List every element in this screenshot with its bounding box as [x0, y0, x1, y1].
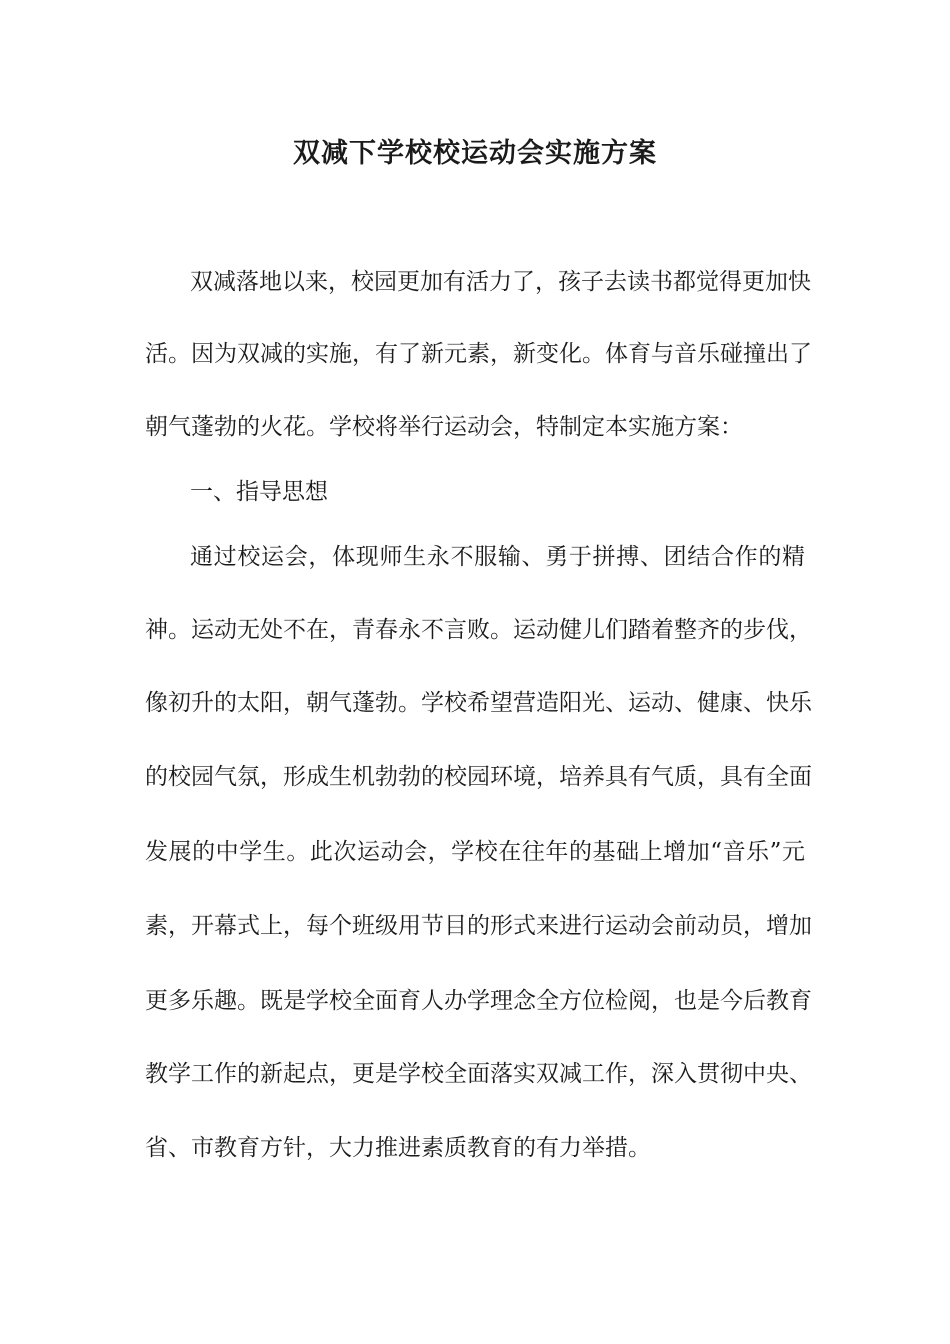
- document-title: 双减下学校校运动会实施方案: [293, 138, 657, 169]
- paragraph-line: 通过校运会，体现师生永不服输、勇于拼搏、团结合作的精: [190, 544, 805, 570]
- paragraph-line: 朝气蓬勃的火花。学校将举行运动会，特制定本实施方案：: [145, 414, 743, 440]
- paragraph-line: 像初升的太阳，朝气蓬勃。学校希望营造阳光、运动、健康、快乐: [145, 690, 812, 716]
- paragraph-line: 更多乐趣。既是学校全面育人办学理念全方位检阅，也是今后教育: [145, 988, 812, 1014]
- paragraph-line: 双减落地以来，校园更加有活力了，孩子去读书都觉得更加快: [190, 269, 811, 295]
- paragraph-line: 发展的中学生。此次运动会，学校在往年的基础上增加“音乐”元: [145, 839, 805, 865]
- paragraph-line: 的校园气氛，形成生机勃勃的校园环境，培养具有气质，具有全面: [145, 764, 812, 790]
- paragraph-line: 教学工作的新起点，更是学校全面落实双减工作，深入贯彻中央、: [145, 1061, 812, 1087]
- paragraph-line: 活。因为双减的实施，有了新元素，新变化。体育与音乐碰撞出了: [145, 341, 812, 367]
- paragraph-line: 省、市教育方针，大力推进素质教育的有力举措。: [145, 1135, 651, 1161]
- paragraph-line: 素，开幕式上，每个班级用节目的形式来进行运动会前动员，增加: [145, 913, 812, 939]
- paragraph-line: 神。运动无处不在，青春永不言败。运动健儿们踏着整齐的步伐，: [145, 617, 812, 643]
- section-heading: 一、指导思想: [190, 479, 328, 505]
